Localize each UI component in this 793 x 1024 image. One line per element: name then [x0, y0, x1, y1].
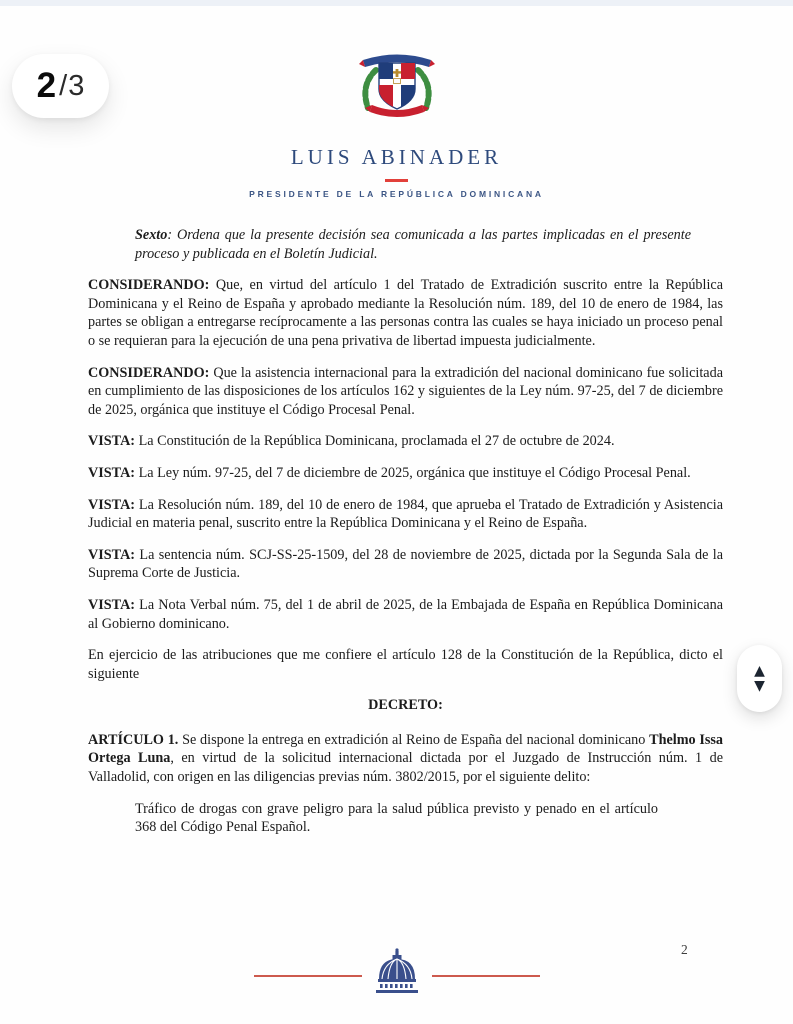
paragraph: ARTÍCULO 1. Se dispone la entrega en extradición al Reino de España del nacional dominicano Thelmo Issa Ortega Luna, en virtud de la solicitud internacional dictada por el Juzgado de Instrucción núm. 1 de Valladolid, con origen en las diligencias previas núm. 3802/2015, por el siguiente delito:	[88, 731, 724, 786]
president-name: LUIS ABINADER	[290, 145, 503, 169]
page-indicator-current: 2	[36, 66, 57, 105]
paragraph: VISTA: La sentencia núm. SCJ-SS-25-1509, del 28 de noviembre de 2025, dictada por la Segunda Sala de la Suprema Corte de Justicia.	[88, 546, 723, 582]
paragraph: VISTA: La Constitución de la República Dominicana, proclamada el 27 de octubre de 2024.	[88, 433, 615, 450]
footer-line-right	[432, 975, 540, 977]
page-indicator-separator: /	[59, 69, 68, 102]
paragraph: CONSIDERANDO: Que, en virtud del artículo 1 del Tratado de Extradición suscrito entre la República Dominicana y el Reino de España y aprobado mediante la Resolución núm. 189, del 10 de enero de 1984, las partes se obligan a entregarse recíprocamente a las personas contra las cuales se haya iniciado un proceso penal o se requieran para la ejecución de una pena privativa de libertad impuesta judicialmente.	[88, 277, 723, 349]
paragraph: CONSIDERANDO: Que la asistencia internacional para la extradición del nacional dominicano fue solicitada en cumplimiento de las disposiciones de los artículos 162 y siguientes de la Ley núm. 97-25, del 7 de diciembre de 2025, orgánica que instituye el Código Procesal Penal.	[88, 364, 723, 418]
page-indicator-total: 3	[68, 69, 85, 102]
paragraph: En ejercicio de las atribuciones que me confiere el artículo 128 de la Constitución de la República, dicto el siguiente	[88, 647, 723, 682]
scroll-down-icon[interactable]: ▼	[754, 677, 765, 694]
red-divider	[385, 179, 408, 182]
page-footer	[0, 948, 793, 1003]
paragraph: Sexto: Ordena que la presente decisión sea comunicada a las partes implicadas en el presente proceso y publicada en el Boletín Judicial.	[135, 227, 691, 262]
paragraph: DECRETO:	[368, 697, 443, 714]
scroll-up-icon[interactable]: ▲	[754, 662, 765, 679]
president-title: PRESIDENTE DE LA REPÚBLICA DOMINICANA	[249, 189, 544, 199]
document-body	[88, 226, 723, 850]
letterhead	[0, 6, 793, 199]
paragraph: Tráfico de drogas con grave peligro para la salud pública previsto y penado en el artículo 368 del Código Penal Español.	[135, 800, 658, 836]
paragraph: VISTA: La Ley núm. 97-25, del 7 de diciembre de 2025, orgánica que instituye el Código Procesal Penal.	[88, 464, 691, 481]
scroll-control[interactable]	[737, 645, 782, 712]
paragraph: VISTA: La Nota Verbal núm. 75, del 1 de abril de 2025, de la Embajada de España en República Dominicana al Gobierno dominicano.	[88, 596, 723, 632]
palace-dome-icon	[375, 948, 419, 1003]
paragraph: VISTA: La Resolución núm. 189, del 10 de enero de 1984, que aprueba el Tratado de Extradición y Asistencia Judicial en materia penal, suscrito entre la República Dominicana y el Reino de España.	[88, 496, 723, 532]
footer-page-number: 2	[681, 942, 688, 957]
coat-of-arms-icon	[0, 45, 793, 137]
footer-line-left	[254, 975, 362, 977]
